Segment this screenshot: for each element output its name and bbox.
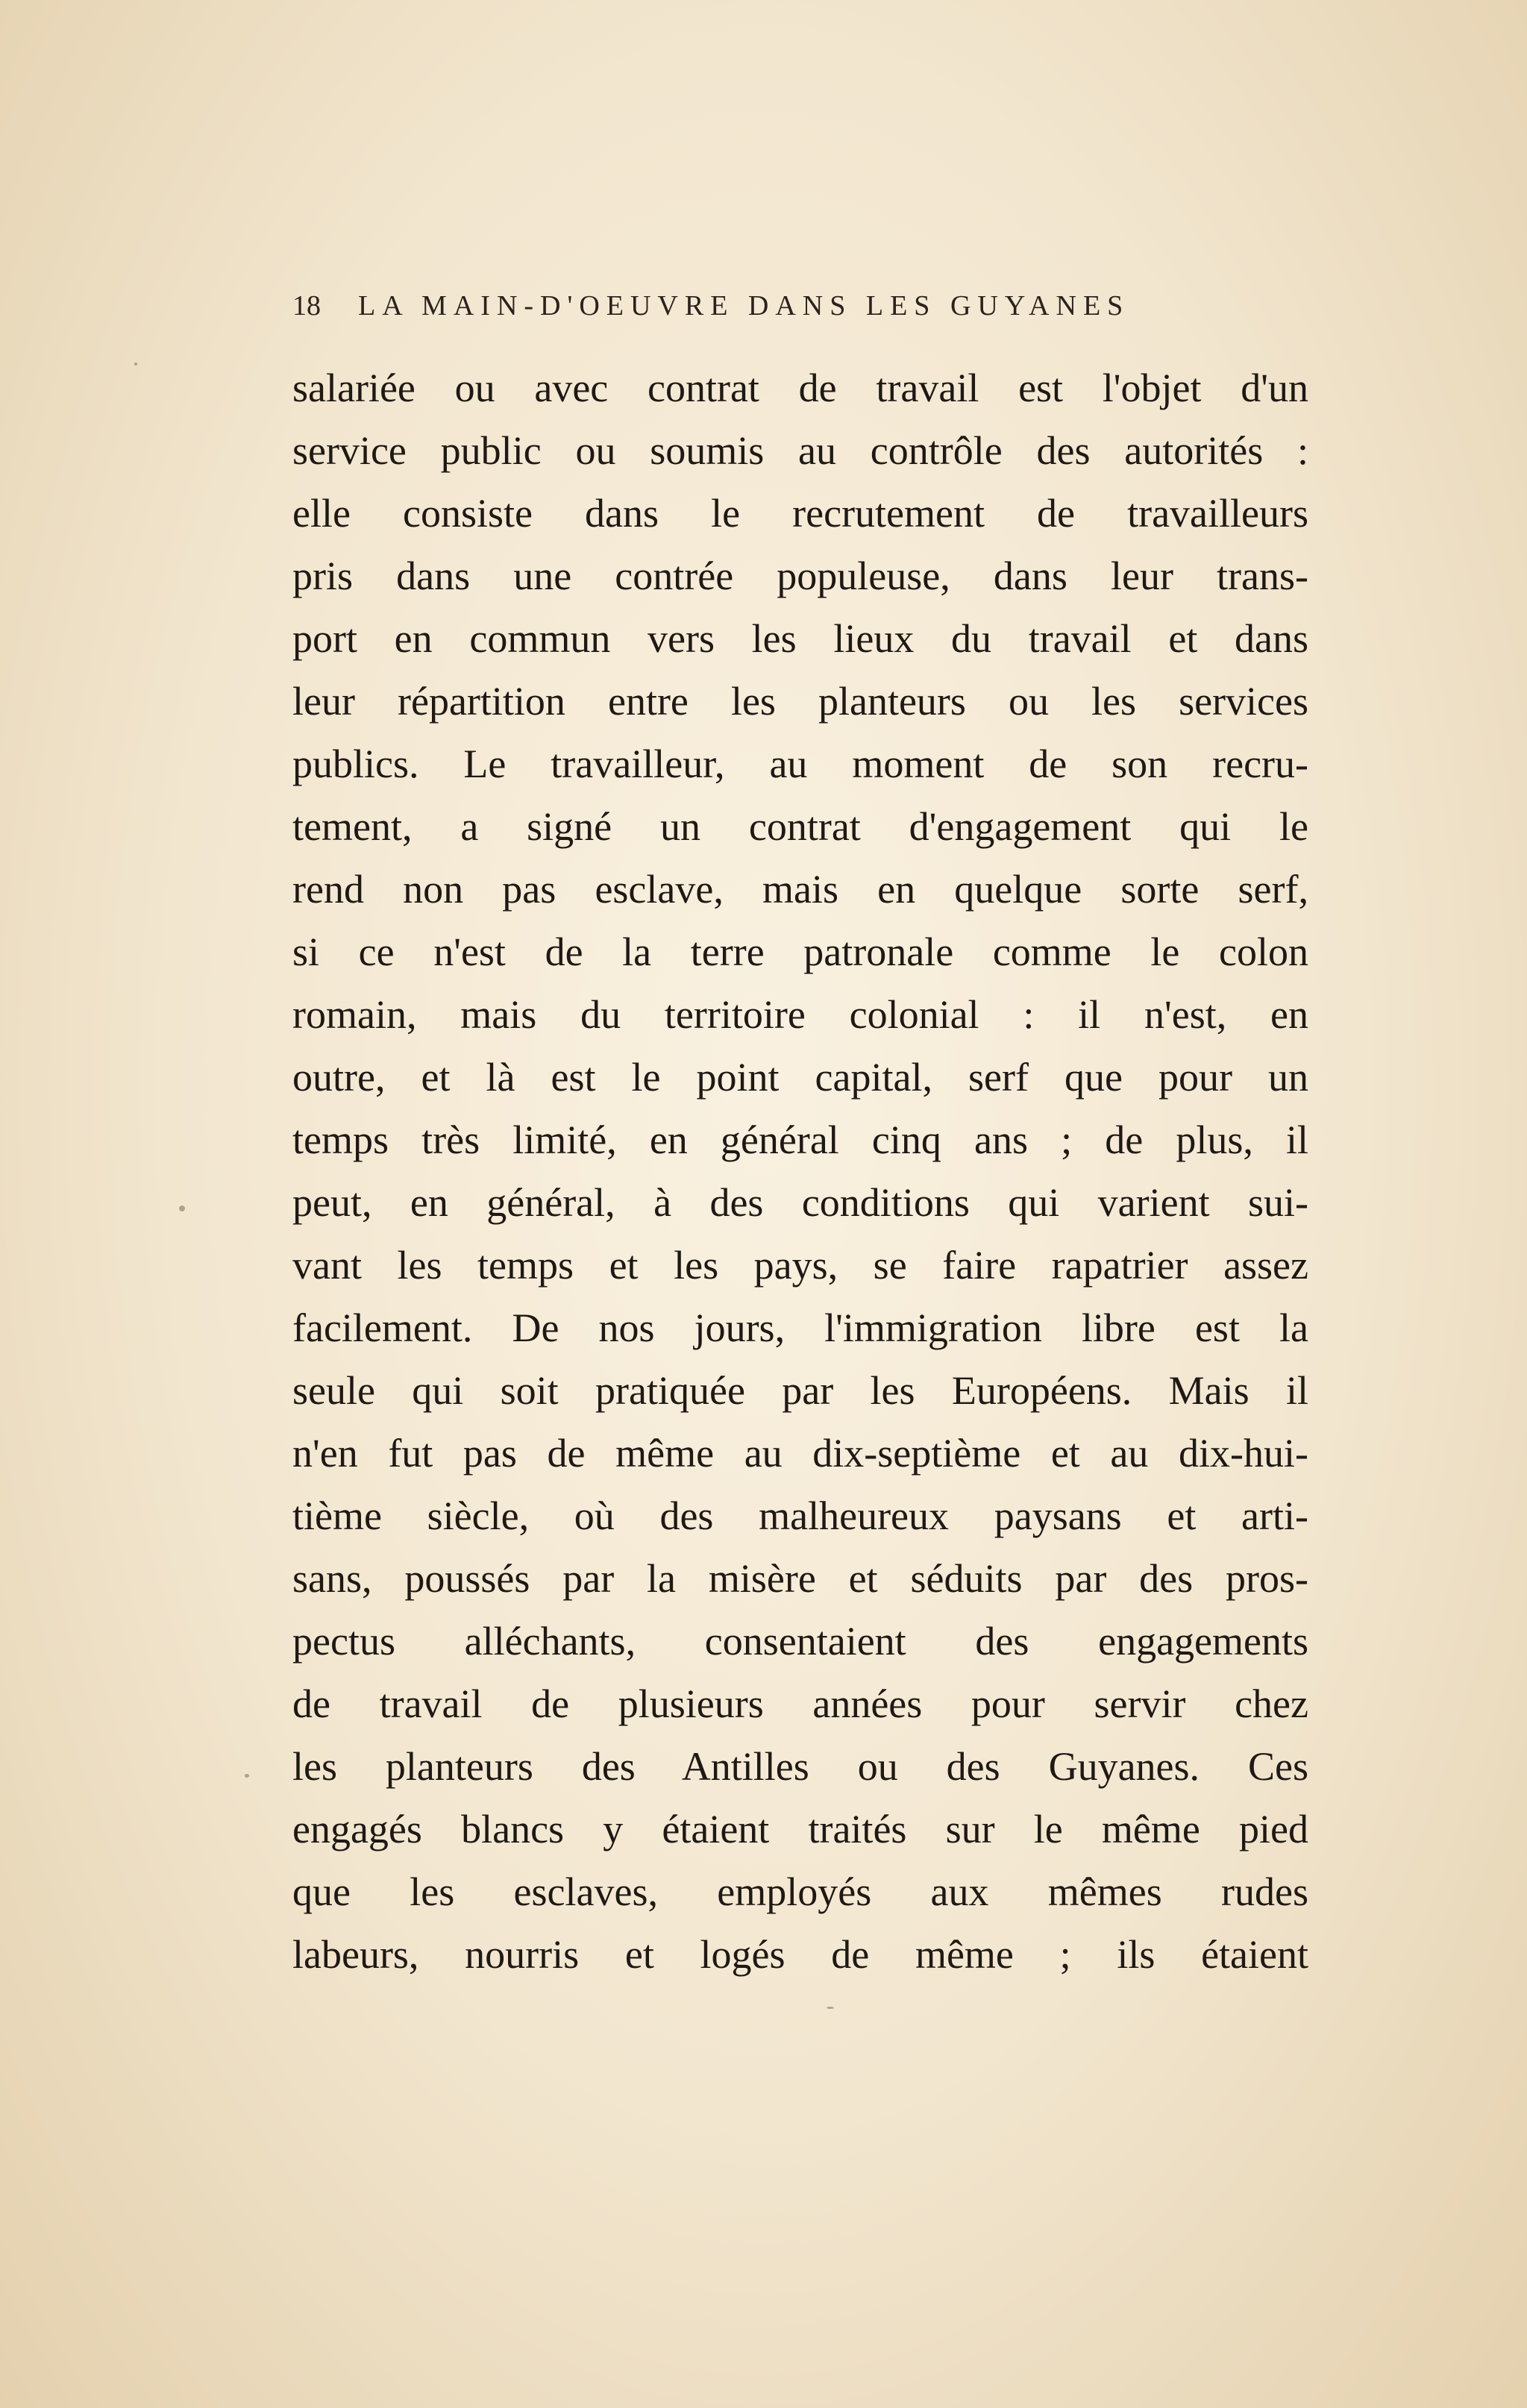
text-line: seule qui soit pratiquée par les Européens. Mais il	[292, 1368, 1308, 1413]
text-line: de travail de plusieurs années pour servir chez	[292, 1681, 1308, 1726]
scan-speck	[179, 1205, 185, 1211]
text-line: publics. Le travailleur, au moment de son recru-	[292, 741, 1308, 786]
text-line: les planteurs des Antilles ou des Guyanes. Ces	[292, 1744, 1308, 1789]
text-line: si ce n'est de la terre patronale comme le colon	[292, 929, 1308, 974]
text-line: peut, en général, à des conditions qui varient sui-	[292, 1180, 1308, 1225]
text-line: que les esclaves, employés aux mêmes rudes	[292, 1869, 1308, 1914]
text-line: engagés blancs y étaient traités sur le même pied	[292, 1807, 1308, 1852]
text-line: outre, et là est le point capital, serf que pour un	[292, 1055, 1308, 1100]
text-line: facilement. De nos jours, l'immigration libre est la	[292, 1305, 1308, 1350]
text-line: pris dans une contrée populeuse, dans leur trans-	[292, 554, 1308, 598]
text-line: tement, a signé un contrat d'engagement qui le	[292, 804, 1308, 849]
scan-speck	[134, 363, 137, 366]
text-line: port en commun vers les lieux du travail et dans	[292, 616, 1308, 661]
text-line: romain, mais du territoire colonial : il n'est, en	[292, 992, 1308, 1037]
text-line: temps très limité, en général cinq ans ; de plus, il	[292, 1117, 1308, 1162]
text-line: pectus alléchants, consentaient des engagements	[292, 1619, 1308, 1664]
text-line: n'en fut pas de même au dix-septième et au dix-hui-	[292, 1431, 1308, 1476]
text-line: service public ou soumis au contrôle des autorités :	[292, 428, 1308, 473]
text-line: vant les temps et les pays, se faire rapatrier assez	[292, 1243, 1308, 1288]
running-head	[292, 289, 1240, 322]
text-line: rend non pas esclave, mais en quelque sorte serf,	[292, 867, 1308, 912]
body-text	[292, 357, 1308, 1986]
text-line: labeurs, nourris et logés de même ; ils étaient	[292, 1932, 1308, 1977]
text-line: salariée ou avec contrat de travail est l'objet d'un	[292, 366, 1308, 410]
page-number: 18	[292, 290, 321, 322]
running-title: LA MAIN-D'OEUVRE DANS LES GUYANES	[358, 290, 1130, 322]
scan-speck	[245, 1774, 249, 1778]
text-line: tième siècle, où des malheureux paysans et arti-	[292, 1493, 1308, 1538]
scan-speck	[827, 2007, 834, 2009]
text-line: elle consiste dans le recrutement de travailleurs	[292, 491, 1308, 536]
text-line: leur répartition entre les planteurs ou les services	[292, 679, 1308, 724]
text-line: sans, poussés par la misère et séduits par des pros-	[292, 1556, 1308, 1601]
